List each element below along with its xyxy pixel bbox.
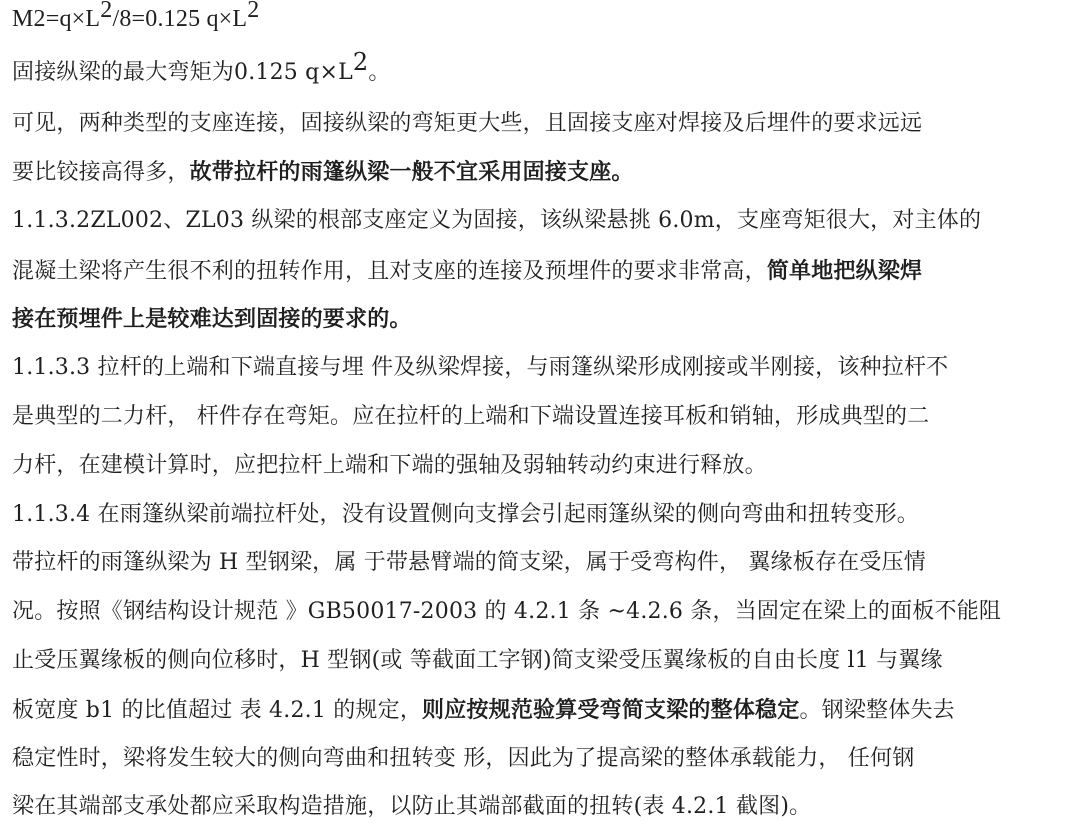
formula-lead: M2=q×L xyxy=(12,6,101,32)
p4-line1: 1.1.3.3 拉杆的上端和下端直接与埋 件及纵梁焊接，与雨篷纵梁形成刚接或半刚接，该种拉杆不 xyxy=(12,355,949,380)
p6-line4 xyxy=(12,695,1072,726)
p6-line4-tail: 。钢梁整体失去 xyxy=(799,698,955,723)
p3-line2 xyxy=(12,256,1072,287)
p5-line1: 1.1.3.4 在雨篷纵梁前端拉杆处，没有设置侧向支撑会引起雨篷纵梁的侧向弯曲和扭转变形。 xyxy=(12,502,919,527)
formula-exponent: 2 xyxy=(247,0,260,23)
max-moment-text: 固接纵梁的最大弯矩为0.125 q×L xyxy=(12,60,353,85)
p6-line6: 梁在其端部支承处都应采取构造措施，以防止其端部截面的扭转(表 4.2.1 截图)。 xyxy=(12,794,812,819)
p2-line2-bold: 故带拉杆的雨篷纵梁一般不宜采用固接支座。 xyxy=(189,159,634,185)
p6-line5: 稳定性时，梁将发生较大的侧向弯曲和扭转变 形，因此为了提高梁的整体承载能力， 任何钢 xyxy=(12,746,915,771)
p2-line2-plain: 要比铰接高得多， xyxy=(12,160,190,185)
formula-mid: /8=0.125 q×L xyxy=(112,6,248,32)
p4-line2: 是典型的二力杆， 杆件存在弯矩。应在拉杆的上端和下端设置连接耳板和销轴，形成典型的二 xyxy=(12,404,930,429)
p6-line2: 况。按照《钢结构设计规范 》GB50017-2003 的 4.2.1 条 ~4.2.6 条，当固定在梁上的面板不能阻 xyxy=(12,599,1002,624)
p2-line2 xyxy=(12,157,1072,188)
paragraph-max-moment xyxy=(12,48,1072,88)
p6-line4-plain: 板宽度 b1 的比值超过 表 4.2.1 的规定， xyxy=(12,698,423,723)
p3-line1: 1.1.3.2ZL002、ZL03 纵梁的根部支座定义为固接，该纵梁悬挑 6.0m，支座弯矩很大，对主体的 xyxy=(12,208,982,233)
p3-line3: 接在预埋件上是较难达到固接的要求的。 xyxy=(12,306,412,332)
p4-line3: 力杆，在建模计算时，应把拉杆上端和下端的强轴及弱轴转动约束进行释放。 xyxy=(12,453,767,478)
max-moment-tail: 。 xyxy=(368,60,391,85)
max-moment-exponent: 2 xyxy=(352,48,369,76)
p6-line1: 带拉杆的雨篷纵梁为 H 型钢梁，属 于带悬臂端的简支梁，属于受弯构件， 翼缘板存在受压情 xyxy=(12,550,926,575)
p2-line1: 可见，两种类型的支座连接，固接纵梁的弯矩更大些，且固接支座对焊接及后埋件的要求远远 xyxy=(12,111,923,136)
p6-line4-bold: 则应按规范验算受弯简支梁的整体稳定 xyxy=(422,697,800,723)
formula-exponent: 2 xyxy=(100,0,113,23)
formula-m2 xyxy=(12,0,1072,34)
p3-line2-bold: 简单地把纵梁焊 xyxy=(766,258,923,284)
p6-line3: 止受压翼缘板的侧向位移时，H 型钢(或 等截面工字钢)简支梁受压翼缘板的自由长度 l1 与翼缘 xyxy=(12,648,943,673)
p3-line2-plain: 混凝土梁将产生很不利的扭转作用，且对支座的连接及预埋件的要求非常高， xyxy=(12,259,767,284)
